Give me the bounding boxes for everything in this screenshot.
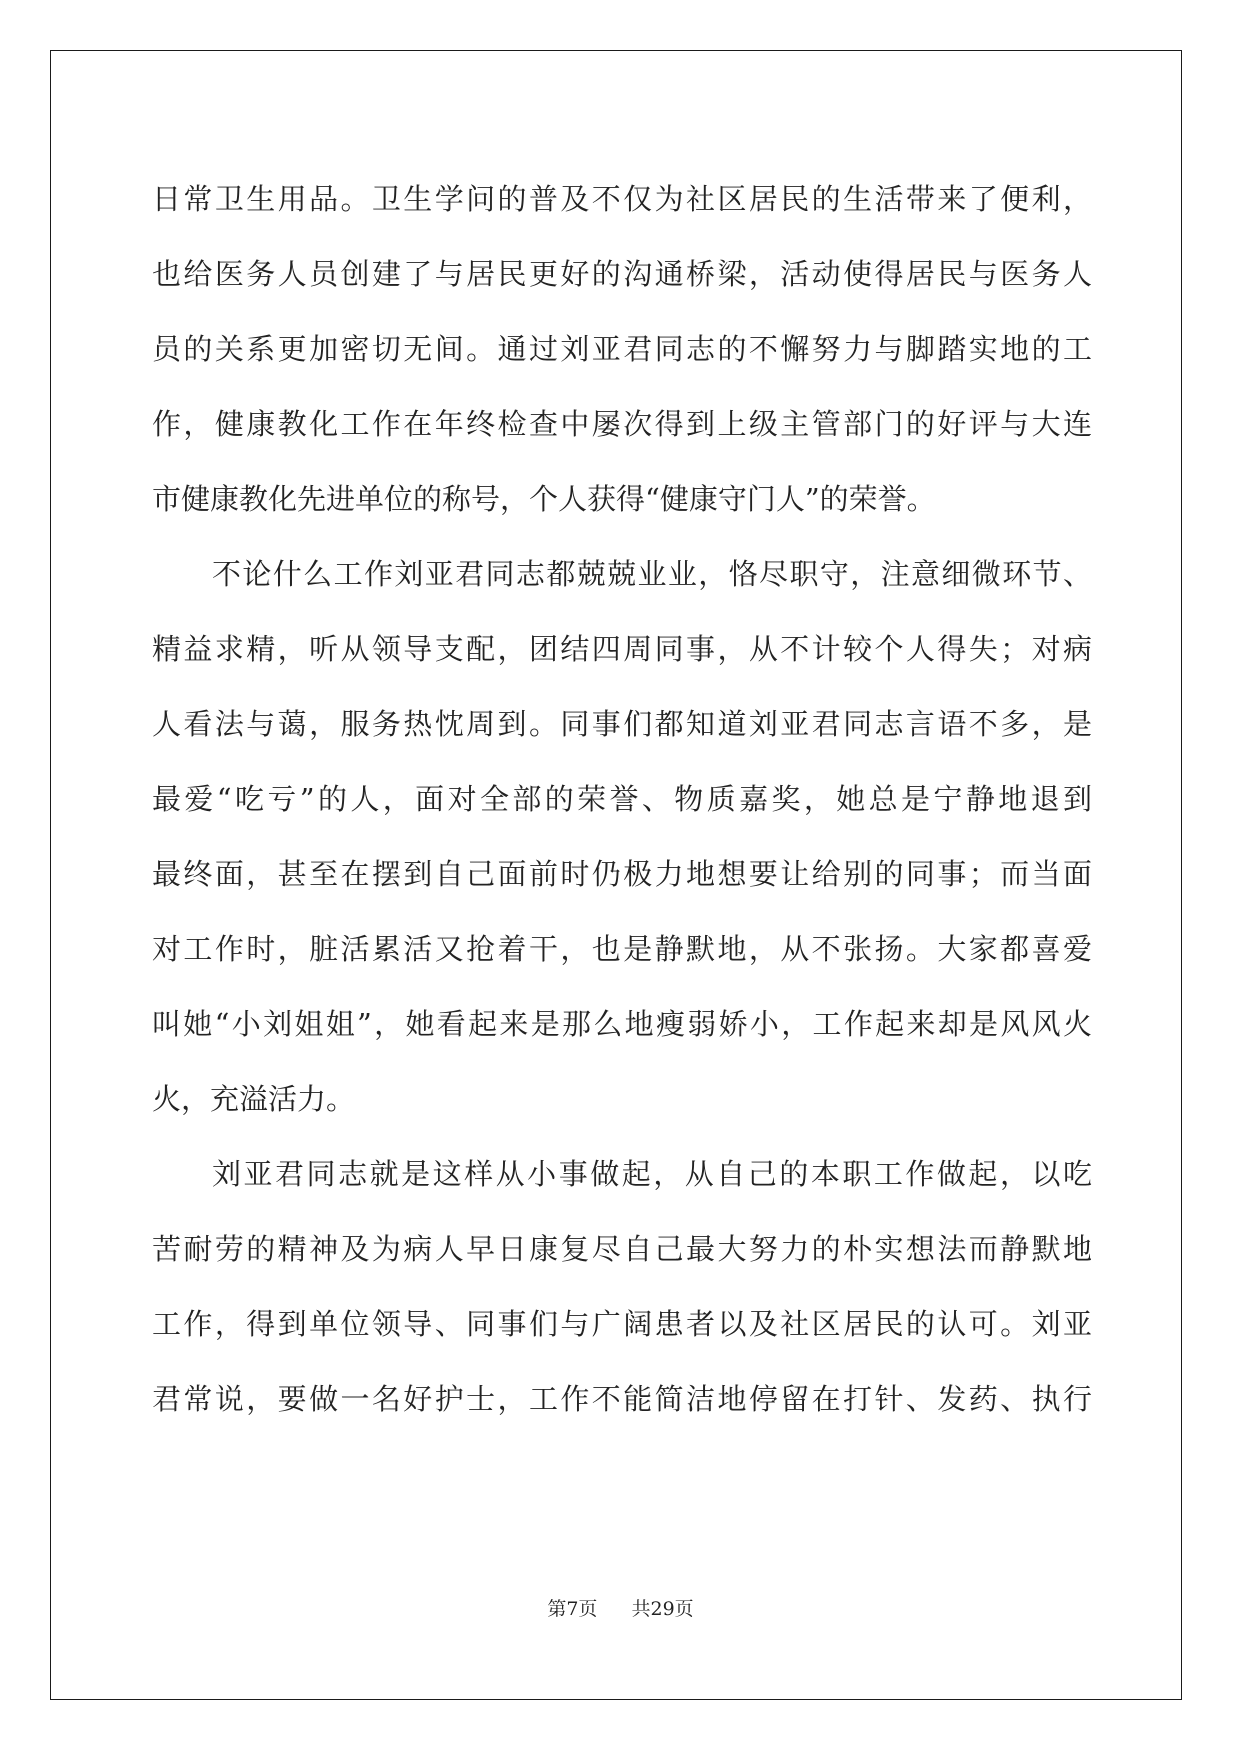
text-line: 苦耐劳的精神及为病人早日康复尽自己最大努力的朴实想法而静默地 [152, 1232, 1092, 1266]
paragraph-first-line: 刘亚君同志就是这样从小事做起，从自己的本职工作做起，以吃 [212, 1157, 1092, 1191]
text-line: 君常说，要做一名好护士，工作不能简洁地停留在打针、发药、执行 [152, 1382, 1092, 1416]
text-line: 叫她“小刘姐姐”，她看起来是那么地瘦弱娇小，工作起来却是风风火 [152, 1007, 1092, 1041]
document-body [152, 162, 1092, 1437]
text-line: 最爱“吃亏”的人，面对全部的荣誉、物质嘉奖，她总是宁静地退到 [152, 782, 1092, 816]
text-line: 日常卫生用品。卫生学问的普及不仅为社区居民的生活带来了便利， [152, 182, 1092, 216]
text-line: 人看法与蔼，服务热忱周到。同事们都知道刘亚君同志言语不多，是 [152, 707, 1092, 741]
text-line: 最终面，甚至在摆到自己面前时仍极力地想要让给别的同事；而当面 [152, 857, 1092, 891]
text-line: 市健康教化先进单位的称号，个人获得“健康守门人”的荣誉。 [152, 482, 936, 516]
text-line: 作，健康教化工作在年终检查中屡次得到上级主管部门的好评与大连 [152, 407, 1092, 441]
text-line: 也给医务人员创建了与居民更好的沟通桥梁，活动使得居民与医务人 [152, 257, 1092, 291]
text-line: 火，充溢活力。 [152, 1082, 356, 1116]
paragraph-first-line: 不论什么工作刘亚君同志都兢兢业业，恪尽职守，注意细微环节、 [212, 557, 1092, 591]
page-footer [0, 1594, 1241, 1621]
text-line: 对工作时，脏活累活又抢着干，也是静默地，从不张扬。大家都喜爱 [152, 932, 1092, 966]
text-line: 员的关系更加密切无间。通过刘亚君同志的不懈努力与脚踏实地的工 [152, 332, 1092, 366]
page-number-current: 第7页 [547, 1598, 598, 1620]
page-number-total: 共29页 [631, 1598, 694, 1620]
text-line: 精益求精，听从领导支配，团结四周同事，从不计较个人得失；对病 [152, 632, 1092, 666]
text-line: 工作，得到单位领导、同事们与广阔患者以及社区居民的认可。刘亚 [152, 1307, 1092, 1341]
